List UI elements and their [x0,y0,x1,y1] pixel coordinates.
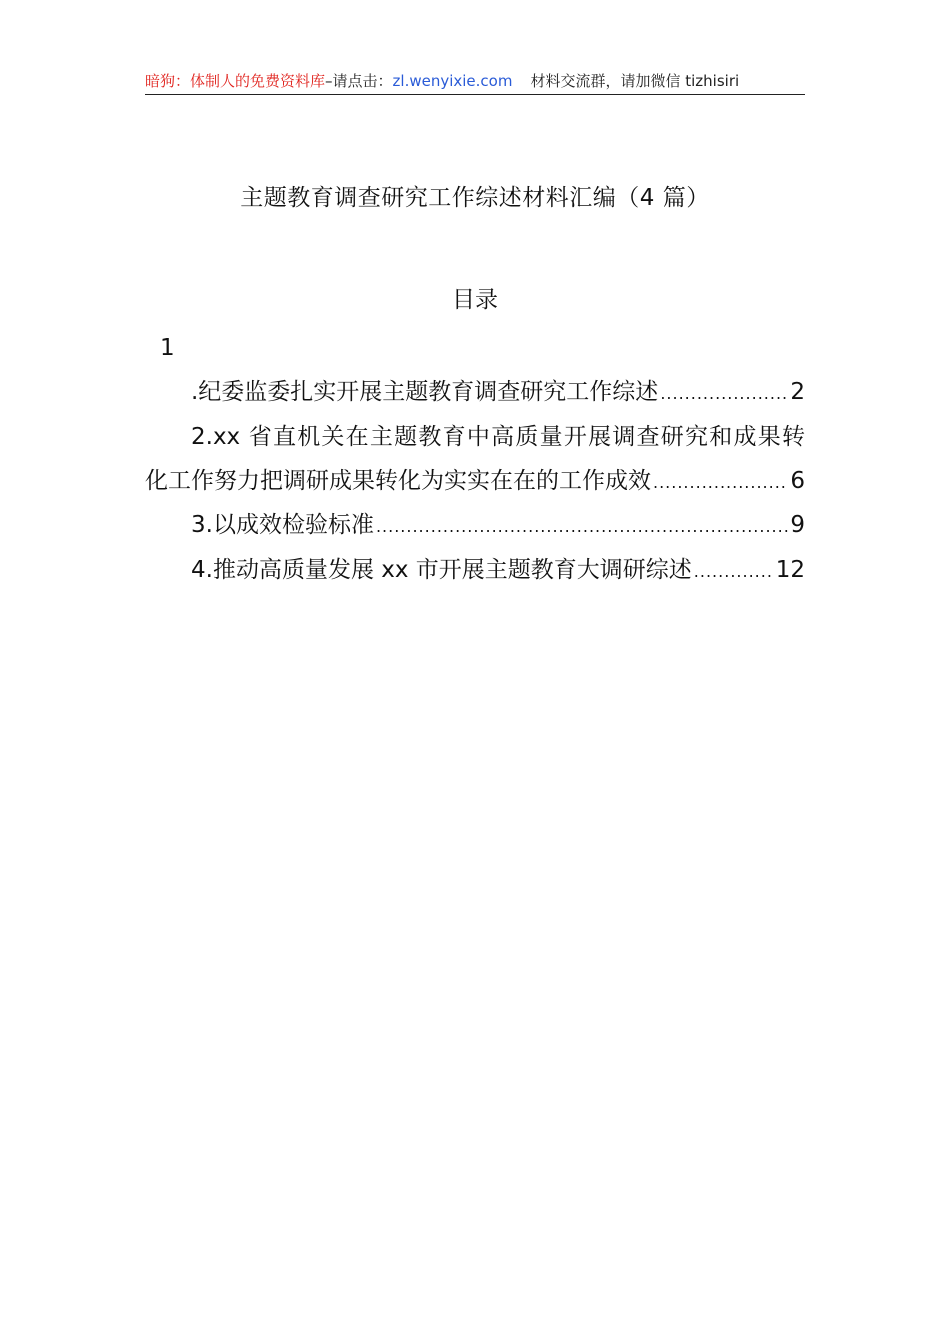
toc-item-1-text: .纪委监委扎实开展主题教育调查研究工作综述 [191,379,659,405]
toc-item-1-page: 2 [790,379,805,405]
toc-leader [376,511,788,543]
toc-item-4[interactable] [145,554,805,588]
toc-number: 1 [160,335,175,361]
header-separator: –请点击： [325,72,393,90]
toc-item-3-text: 3.以成效检验标准 [191,512,374,538]
header-wechat-note: 材料交流群，请加微信 tizhisiri [530,72,740,90]
toc-item-2[interactable] [145,465,805,499]
toc-item-3[interactable] [145,509,805,543]
document-title: 主题教育调查研究工作综述材料汇编（4 篇） [240,185,710,211]
header-link[interactable]: zl.wenyixie.com [392,72,513,90]
toc-leader [694,556,774,588]
toc-leader [660,378,788,410]
toc-leader [653,467,788,499]
toc-item-4-text: 4.推动高质量发展 xx 市开展主题教育大调研综述 [191,557,692,583]
toc-item-2-page: 6 [790,468,805,494]
page-header [145,68,805,95]
toc-item-2-line1[interactable]: 2.xx 省直机关在主题教育中高质量开展调查研究和成果转 [191,424,805,450]
toc-item-2-text: 化工作努力把调研成果转化为实实在在的工作成效 [145,468,651,494]
toc-heading: 目录 [452,287,498,313]
header-brand: 暗狗：体制人的免费资料库 [145,72,326,90]
toc-item-3-page: 9 [790,512,805,538]
toc-item-1[interactable] [145,376,805,410]
toc-item-4-page: 12 [775,557,805,583]
